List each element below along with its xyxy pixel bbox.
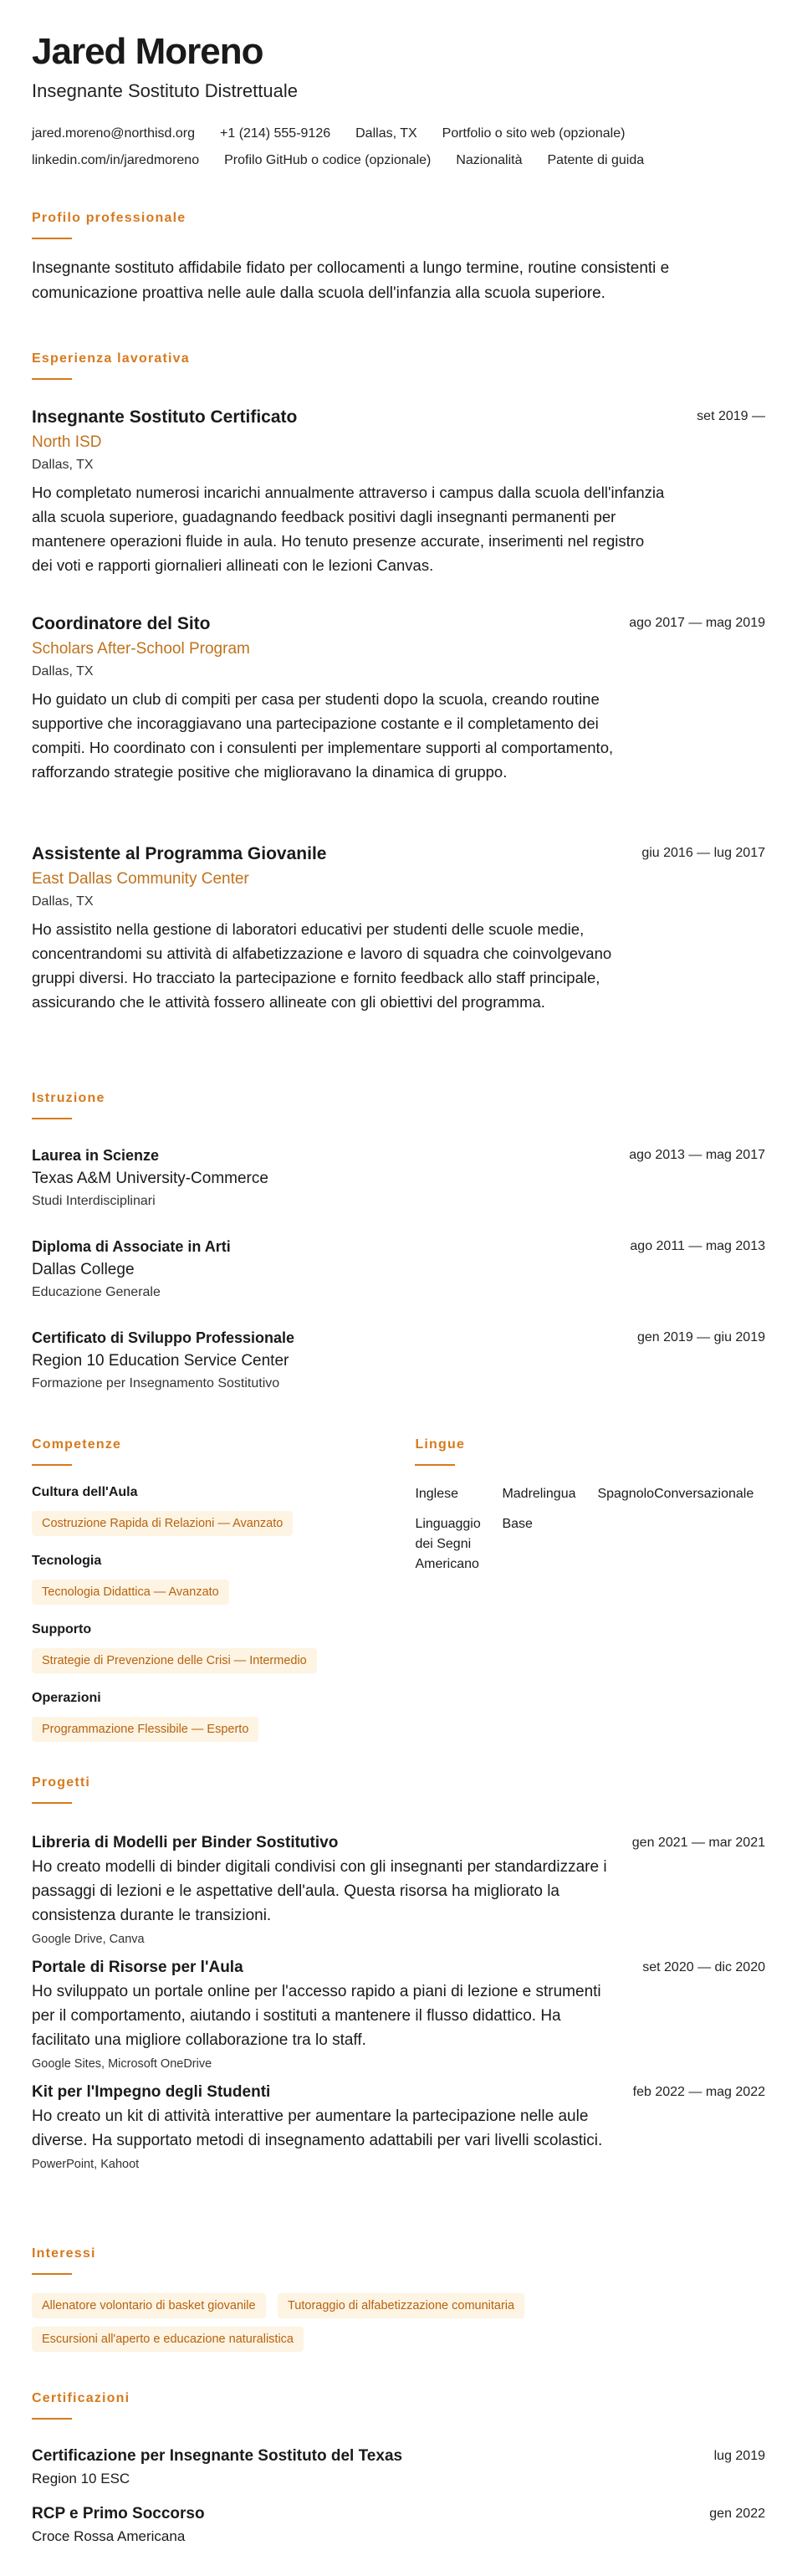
language-name: Spagnolo	[597, 1487, 655, 1501]
job-dates: giu 2016 — lug 2017	[641, 846, 765, 860]
interest-tag: Escursioni all'aperto e educazione naturalistica	[32, 2327, 304, 2352]
skill-category: Supporto	[32, 1622, 92, 1636]
interest-list	[32, 2285, 617, 2352]
contact-location: Dallas, TX	[355, 126, 417, 141]
education-school: Dallas College	[32, 1261, 135, 1278]
section-rule	[32, 1464, 72, 1466]
contact-portfolio[interactable]: Portfolio o sito web (opzionale)	[442, 126, 626, 141]
section-rule	[32, 1802, 72, 1804]
project-description: Ho creato un kit di attività interattive per aumentare la partecipazione nelle aule diverse. Ha supportato metodi di insegnamento adattabili per vari livelli scolastici.	[32, 2107, 603, 2149]
language-name: Linguaggio dei Segni Americano	[415, 1517, 481, 1571]
section-rule	[32, 2418, 72, 2420]
job-location: Dallas, TX	[32, 458, 94, 472]
certification-item	[32, 2502, 765, 2548]
contact-nationality: Nazionalità	[456, 153, 523, 167]
interest-tag: Allenatore volontario di basket giovanile	[32, 2293, 266, 2318]
language-name: Inglese	[415, 1487, 459, 1501]
project-title: Portale di Risorse per l'Aula	[32, 1959, 243, 1976]
skill-tag: Programmazione Flessibile — Esperto	[32, 1717, 258, 1742]
certification-issuer: Croce Rossa Americana	[32, 2528, 186, 2544]
experience-item	[32, 612, 765, 784]
project-dates: feb 2022 — mag 2022	[632, 2085, 765, 2099]
candidate-name: Jared Moreno	[32, 31, 263, 72]
project-item	[32, 1831, 765, 1949]
job-dates: ago 2017 — mag 2019	[629, 616, 765, 630]
job-location: Dallas, TX	[32, 894, 94, 909]
section-title-projects: Progetti	[32, 1775, 91, 1790]
job-description: Ho completato numerosi incarichi annualmente attraverso i campus dalla scuola dell'infanzia alla scuola superiore, guadagnando feedback positivi dagli insegnanti permanenti per mantenere operazioni fluide in aula. Ho tenuto presenze accurate, inserimenti nel registro dei voti e rapporti giornalieri allineati con le lezioni Canvas.	[32, 484, 665, 574]
section-rule	[32, 378, 72, 380]
project-tools: Google Drive, Canva	[32, 1933, 145, 1946]
section-title-skills: Competenze	[32, 1437, 122, 1452]
job-title: Insegnante Sostituto Certificato	[32, 407, 298, 427]
language-level: Madrelingua	[502, 1487, 576, 1501]
experience-item	[32, 842, 765, 1014]
project-tools: PowerPoint, Kahoot	[32, 2158, 140, 2171]
job-title: Assistente al Programma Giovanile	[32, 844, 327, 863]
section-title-interests: Interessi	[32, 2246, 96, 2261]
interest-tag: Tutoraggio di alfabetizzazione comunitaria	[278, 2293, 524, 2318]
profile-summary: Insegnante sostituto affidabile fidato per collocamenti a lungo termine, routine consistenti e comunicazione proattiva nelle aule dalla scuola dell'infanzia alla scuola superiore.	[32, 259, 670, 302]
education-field: Studi Interdisciplinari	[32, 1194, 156, 1208]
skill-category: Tecnologia	[32, 1554, 102, 1568]
interests-section	[32, 2246, 765, 2352]
job-company: East Dallas Community Center	[32, 870, 249, 888]
experience-section	[32, 351, 765, 380]
job-company: North ISD	[32, 433, 102, 451]
certification-date: gen 2022	[709, 2507, 765, 2521]
contact-github[interactable]: Profilo GitHub o codice (opzionale)	[224, 153, 432, 167]
project-title: Libreria di Modelli per Binder Sostitutivo	[32, 1834, 339, 1851]
education-item	[32, 1144, 765, 1212]
skill-tag: Strategie di Prevenzione delle Crisi — Intermedio	[32, 1648, 317, 1673]
contact-email[interactable]: jared.moreno@northisd.org	[32, 126, 196, 141]
education-degree: Diploma di Associate in Arti	[32, 1238, 231, 1255]
skill-tag: Tecnologia Didattica — Avanzato	[32, 1580, 229, 1605]
skill-category: Cultura dell'Aula	[32, 1485, 138, 1499]
section-title-education: Istruzione	[32, 1091, 105, 1105]
project-item	[32, 2081, 765, 2174]
contact-phone[interactable]: +1 (214) 555-9126	[220, 126, 331, 141]
languages-section	[415, 1437, 765, 1742]
job-company: Scholars After-School Program	[32, 640, 250, 658]
project-item	[32, 1956, 765, 2074]
contact-license: Patente di guida	[547, 153, 645, 167]
candidate-title: Insegnante Sostituto Distrettuale	[32, 80, 298, 101]
skills-languages-row	[32, 1437, 765, 1742]
section-rule	[32, 238, 72, 239]
project-title: Kit per l'Impegno degli Studenti	[32, 2083, 271, 2101]
skill-group	[32, 1688, 415, 1742]
contact-linkedin[interactable]: linkedin.com/in/jaredmoreno	[32, 153, 200, 167]
certifications-section	[32, 2391, 765, 2420]
education-field: Educazione Generale	[32, 1285, 161, 1299]
project-description: Ho sviluppato un portale online per l'accesso rapido a piani di lezione e strumenti per il comportamento, aiutando i sostituti a mantenere il flusso didattico. Ha facilitato una migliore collaborazione tra lo staff.	[32, 1983, 601, 2049]
certification-date: lug 2019	[713, 2449, 765, 2463]
education-dates: ago 2013 — mag 2017	[629, 1148, 765, 1162]
education-school: Region 10 Education Service Center	[32, 1352, 289, 1370]
section-title-certifications: Certificazioni	[32, 2391, 130, 2405]
section-rule	[415, 1464, 455, 1466]
education-school: Texas A&M University-Commerce	[32, 1170, 268, 1187]
skill-group	[32, 1483, 415, 1536]
education-item	[32, 1235, 765, 1303]
language-level: Conversazionale	[654, 1487, 754, 1501]
skill-group	[32, 1551, 415, 1605]
education-field: Formazione per Insegnamento Sostitutivo	[32, 1376, 280, 1390]
language-level: Base	[502, 1517, 533, 1531]
project-dates: set 2020 — dic 2020	[642, 1960, 765, 1974]
profile-section	[32, 211, 765, 306]
job-description: Ho guidato un club di compiti per casa per studenti dopo la scuola, creando routine supportive che incoraggiavano una partecipazione costante e il completamento dei compiti. Ho coordinato con i consulenti per implementare supporti al comportamento, rafforzando strategie positive che miglioravano la dinamica di gruppo.	[32, 690, 614, 781]
contact-list	[32, 120, 751, 174]
certification-title: Certificazione per Insegnante Sostituto del Texas	[32, 2447, 403, 2465]
education-section	[32, 1091, 765, 1119]
section-title-profile: Profilo professionale	[32, 211, 186, 225]
project-tools: Google Sites, Microsoft OneDrive	[32, 2057, 212, 2071]
education-dates: ago 2011 — mag 2013	[630, 1239, 765, 1253]
section-title-languages: Lingue	[415, 1437, 466, 1452]
certification-issuer: Region 10 ESC	[32, 2471, 130, 2486]
skill-group	[32, 1620, 415, 1673]
certification-title: RCP e Primo Soccorso	[32, 2505, 205, 2522]
experience-item	[32, 405, 765, 577]
education-dates: gen 2019 — giu 2019	[636, 1330, 765, 1344]
project-dates: gen 2021 — mar 2021	[631, 1836, 765, 1850]
certification-item	[32, 2445, 765, 2490]
skill-tag: Costruzione Rapida di Relazioni — Avanzato	[32, 1511, 293, 1536]
project-description: Ho creato modelli di binder digitali condivisi con gli insegnanti per standardizzare i passaggi di lezioni e le aspettative dell'aula. Questa risorsa ha migliorato la consistenza durante le transizioni.	[32, 1858, 607, 1924]
section-rule	[32, 1118, 72, 1119]
section-title-experience: Esperienza lavorativa	[32, 351, 190, 366]
job-dates: set 2019 —	[697, 409, 765, 423]
projects-section	[32, 1775, 765, 1804]
job-title: Coordinatore del Sito	[32, 614, 211, 633]
job-location: Dallas, TX	[32, 664, 94, 679]
skills-section	[32, 1437, 415, 1742]
education-degree: Certificato di Sviluppo Professionale	[32, 1329, 295, 1346]
education-item	[32, 1326, 765, 1395]
skill-category: Operazioni	[32, 1691, 101, 1705]
language-entry	[597, 1484, 754, 1504]
language-list	[415, 1484, 765, 1575]
section-rule	[32, 2273, 72, 2275]
education-degree: Laurea in Scienze	[32, 1147, 160, 1164]
job-description: Ho assistito nella gestione di laboratori educativi per studenti delle scuole medie, concentrandomi su attività di alfabetizzazione e lavoro di squadra che coinvolgevano gruppi diversi. Ho tracciato la partecipazione e fornito feedback allo staff principale, assicurando che le attività fossero allineate con gli obiettivi del programma.	[32, 920, 612, 1011]
